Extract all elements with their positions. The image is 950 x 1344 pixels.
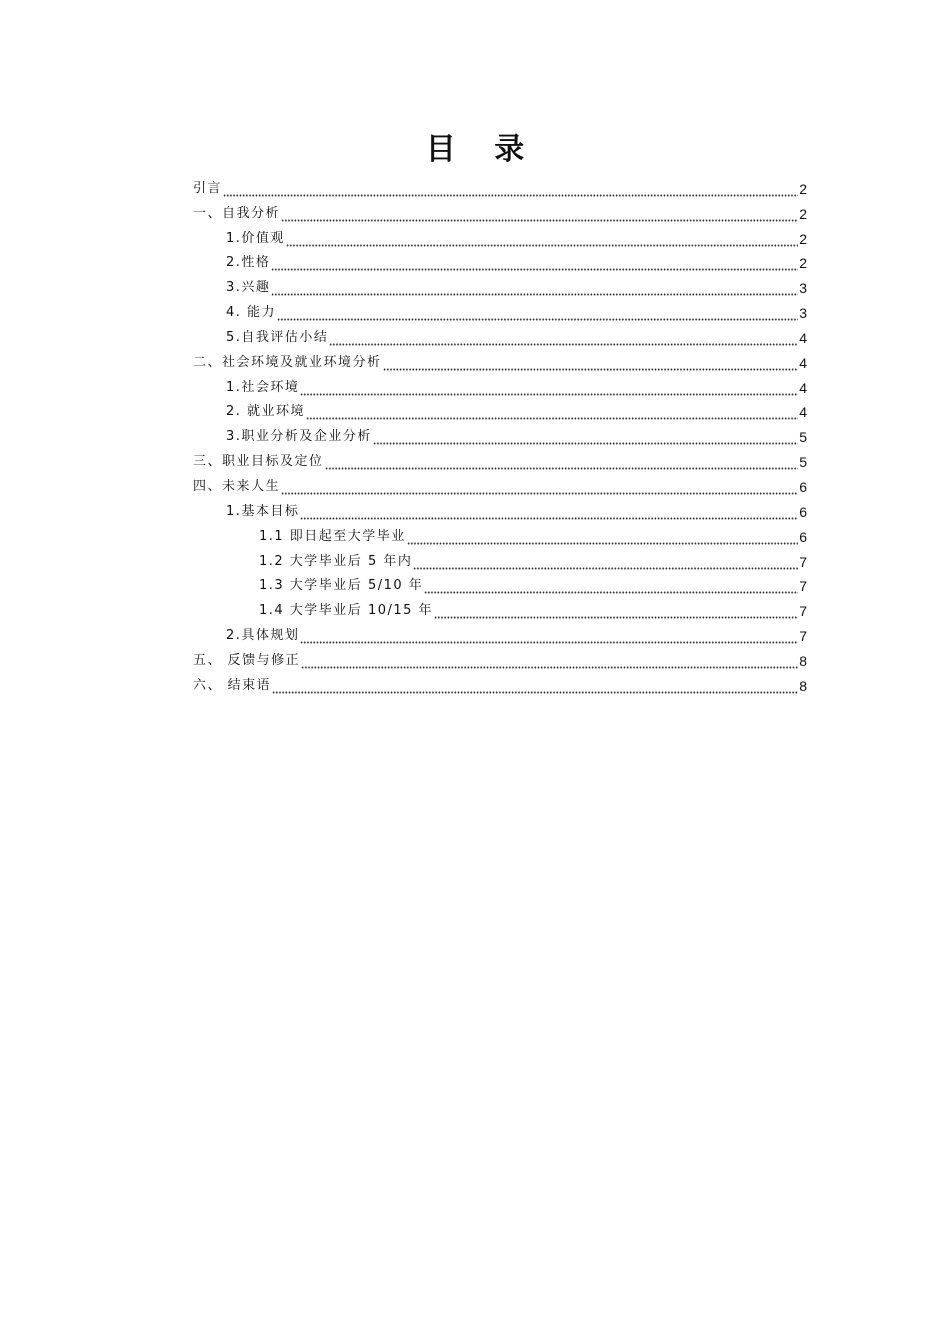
- toc-entry-label: 2.具体规划: [226, 626, 299, 646]
- toc-leader-dots: [329, 328, 798, 348]
- toc-page-number: 4: [799, 329, 807, 346]
- toc-title: 目 录: [425, 132, 539, 167]
- toc-page-number: 2: [799, 205, 807, 222]
- toc-entry[interactable]: [193, 398, 807, 423]
- toc-leader-dots: [434, 601, 798, 621]
- toc-entry-label: 四、未来人生: [193, 477, 280, 497]
- toc-entry-label: 1.基本目标: [226, 502, 299, 522]
- toc-entry[interactable]: [193, 596, 807, 621]
- toc-entry-label: 5.自我评估小结: [226, 328, 328, 348]
- toc-entry-label: 3.兴趣: [226, 278, 270, 298]
- toc-entry[interactable]: [193, 547, 807, 572]
- toc-entry[interactable]: [193, 497, 807, 522]
- toc-page-number: 4: [799, 354, 807, 371]
- toc-leader-dots: [383, 353, 799, 373]
- toc-entry[interactable]: [193, 298, 807, 323]
- toc-page-number: 7: [799, 553, 807, 570]
- toc-page-number: 3: [799, 280, 807, 297]
- toc-page-number: 6: [799, 528, 807, 545]
- toc-page-number: 4: [799, 379, 807, 396]
- toc-leader-dots: [281, 477, 798, 497]
- toc-page-number: 4: [799, 404, 807, 421]
- toc-leader-dots: [301, 651, 798, 671]
- toc-entry[interactable]: [193, 447, 807, 472]
- toc-entry[interactable]: [193, 348, 807, 373]
- toc-leader-dots: [300, 378, 798, 398]
- toc-entry[interactable]: [193, 323, 807, 348]
- toc-leader-dots: [300, 502, 798, 522]
- toc-leader-dots: [325, 452, 799, 472]
- toc-entry-label: 一、自我分析: [193, 204, 280, 224]
- table-of-contents: [193, 174, 807, 696]
- toc-leader-dots: [373, 427, 798, 447]
- toc-entry-label: 三、职业目标及定位: [193, 452, 324, 472]
- toc-leader-dots: [271, 278, 798, 298]
- toc-entry[interactable]: [193, 621, 807, 646]
- toc-entry-label: 1.社会环境: [226, 378, 299, 398]
- toc-entry-label: 1.4 大学毕业后 10/15 年: [259, 601, 433, 621]
- toc-page-number: 2: [799, 180, 807, 197]
- toc-entry-label: 六、 结束语: [193, 676, 271, 696]
- toc-entry-label: 引言: [193, 179, 222, 199]
- toc-entry[interactable]: [193, 646, 807, 671]
- toc-leader-dots: [286, 229, 798, 249]
- toc-entry[interactable]: [193, 249, 807, 274]
- toc-leader-dots: [306, 402, 798, 422]
- toc-page-number: 8: [799, 677, 807, 694]
- toc-page-number: 6: [799, 503, 807, 520]
- toc-leader-dots: [300, 626, 798, 646]
- toc-page-number: 7: [799, 628, 807, 645]
- toc-entry-label: 4. 能力: [226, 303, 276, 323]
- toc-entry[interactable]: [193, 273, 807, 298]
- toc-entry-label: 二、社会环境及就业环境分析: [193, 353, 382, 373]
- toc-entry-label: 2.性格: [226, 253, 270, 273]
- toc-entry[interactable]: [193, 373, 807, 398]
- toc-entry[interactable]: [193, 671, 807, 696]
- toc-page-number: 2: [799, 230, 807, 247]
- toc-page-number: 8: [799, 652, 807, 669]
- toc-entry-label: 五、 反馈与修正: [193, 651, 300, 671]
- toc-entry-label: 1.3 大学毕业后 5/10 年: [259, 576, 423, 596]
- toc-entry[interactable]: [193, 572, 807, 597]
- toc-entry[interactable]: [193, 522, 807, 547]
- toc-entry[interactable]: [193, 174, 807, 199]
- toc-leader-dots: [281, 204, 798, 224]
- toc-page-number: 7: [799, 578, 807, 595]
- toc-leader-dots: [424, 576, 798, 596]
- toc-entry[interactable]: [193, 422, 807, 447]
- toc-leader-dots: [407, 527, 798, 547]
- toc-entry[interactable]: [193, 472, 807, 497]
- toc-page-number: 3: [799, 305, 807, 322]
- toc-leader-dots: [272, 676, 798, 696]
- toc-entry-label: 3.职业分析及企业分析: [226, 427, 372, 447]
- toc-leader-dots: [413, 552, 798, 572]
- toc-page-number: 5: [799, 454, 807, 471]
- toc-page-number: 7: [799, 603, 807, 620]
- toc-entry-label: 1.1 即日起至大学毕业: [259, 527, 406, 547]
- toc-page-number: 6: [799, 478, 807, 495]
- toc-leader-dots: [223, 179, 798, 199]
- toc-entry-label: 1.2 大学毕业后 5 年内: [259, 552, 412, 572]
- toc-entry-label: 2. 就业环境: [226, 402, 305, 422]
- toc-entry[interactable]: [193, 224, 807, 249]
- toc-leader-dots: [277, 303, 798, 323]
- toc-entry[interactable]: [193, 199, 807, 224]
- toc-entry-label: 1.价值观: [226, 229, 285, 249]
- toc-page-number: 2: [799, 255, 807, 272]
- toc-leader-dots: [271, 253, 798, 273]
- toc-page-number: 5: [799, 429, 807, 446]
